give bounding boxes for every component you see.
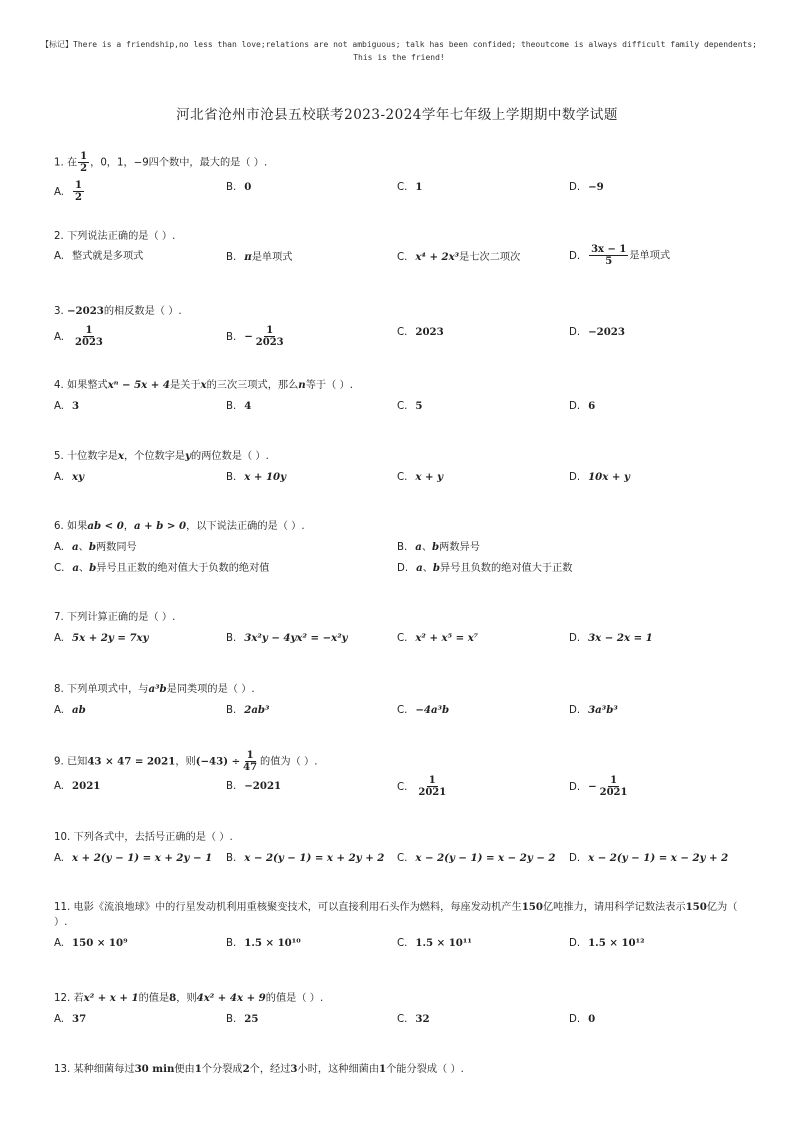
option-d[interactable]: D. 3x − 2x = 1 xyxy=(569,632,653,644)
question-6 xyxy=(54,519,754,579)
question-stem: 6. 如果ab < 0，a + b > 0，以下说法正确的是（ ）. xyxy=(54,520,305,532)
option-a[interactable]: A. 2021 xyxy=(54,780,101,792)
question-4 xyxy=(54,378,754,417)
question-stem: 5. 十位数字是x，个位数字是y的两位数是（ ）. xyxy=(54,450,269,462)
option-c[interactable]: C. 1 xyxy=(397,181,423,193)
options xyxy=(54,561,754,579)
question-stem: 7. 下列计算正确的是（ ）. xyxy=(54,612,176,623)
option-d[interactable]: D. −9 xyxy=(569,181,604,193)
option-a[interactable]: A. xy xyxy=(54,471,85,483)
option-a[interactable]: A. $\frac{1}{2023}$ xyxy=(54,325,103,348)
option-c[interactable]: C. a、b异号且正数的绝对值大于负数的绝对值 xyxy=(54,562,270,574)
question-2 xyxy=(54,230,754,268)
option-a[interactable]: A. a、b两数同号 xyxy=(54,541,137,553)
option-b[interactable]: B. − $\frac{1}{2023}$ xyxy=(226,325,284,348)
option-d[interactable]: D. − $\frac{1}{2021}$ xyxy=(569,775,628,798)
question-stem: 1. 在 $\frac{1}{2}$ ，0，1，−9四个数中，最大的是（ ）. xyxy=(54,151,268,174)
option-c[interactable]: C. 32 xyxy=(397,1013,430,1025)
header-banner: 【标记】There is a friendship,no less than love;relations are not ambiguous; talk has been confided; theoutcome is always difficult family dependents; This is the friend! xyxy=(41,40,757,62)
option-c[interactable]: C. 5 xyxy=(397,400,423,412)
question-13 xyxy=(54,1062,754,1077)
options xyxy=(54,703,754,721)
question-stem: 2. 下列说法正确的是（ ）. xyxy=(54,231,176,242)
question-12 xyxy=(54,991,754,1030)
fraction: $\frac{1}{2}$ xyxy=(80,151,88,174)
option-b[interactable]: B. 0 xyxy=(226,181,252,193)
option-c[interactable]: C. −4a³b xyxy=(397,704,450,716)
question-stem: 8. 下列单项式中，与a³b是同类项的是（ ）. xyxy=(54,683,255,695)
option-b[interactable]: B. x − 2(y − 1) = x + 2y + 2 xyxy=(226,852,385,864)
question-stem: 9. 已知43 × 47 = 2021，则(−43) ÷ $\frac{1}{47}$ 的值为（ ）. xyxy=(54,750,318,773)
option-a[interactable]: A. 3 xyxy=(54,400,80,412)
option-b[interactable]: B. x + 10y xyxy=(226,471,287,483)
question-8 xyxy=(54,682,754,721)
question-10 xyxy=(54,831,754,869)
option-a[interactable]: A. $\frac{1}{2}$ xyxy=(54,180,82,203)
options xyxy=(54,631,754,649)
option-d[interactable]: D. 0 xyxy=(569,1013,596,1025)
question-stem: 3. −2023的相反数是（ ）. xyxy=(54,305,182,317)
question-9 xyxy=(54,750,754,797)
option-d[interactable]: D. 10x + y xyxy=(569,471,630,483)
options xyxy=(54,470,754,488)
question-11 xyxy=(54,900,754,954)
options xyxy=(54,936,754,954)
option-d[interactable]: D. −2023 xyxy=(569,326,625,338)
option-c[interactable]: C. x² + x⁵ = x⁷ xyxy=(397,632,479,644)
option-b[interactable]: B. 1.5 × 10¹⁰ xyxy=(226,937,301,949)
option-d[interactable]: D. 6 xyxy=(569,400,596,412)
option-b[interactable]: B. 3x²y − 4yx² = −x²y xyxy=(226,632,348,644)
option-d[interactable]: D. x − 2(y − 1) = x − 2y + 2 xyxy=(569,852,729,864)
option-d[interactable]: D. 1.5 × 10¹² xyxy=(569,937,645,949)
option-c[interactable]: C. 2023 xyxy=(397,326,444,338)
option-c[interactable]: C. x⁴ + 2x³是七次二项次 xyxy=(397,251,521,263)
options xyxy=(54,180,754,203)
option-a[interactable]: A. 5x + 2y = 7xy xyxy=(54,632,149,644)
option-d[interactable]: D. a、b异号且负数的绝对值大于正数 xyxy=(397,562,573,574)
option-b[interactable]: B. π是单项式 xyxy=(226,251,293,263)
option-b[interactable]: B. a、b两数异号 xyxy=(397,541,480,553)
option-c[interactable]: C. $\frac{1}{2021}$ xyxy=(397,775,447,798)
option-a[interactable]: A. 整式就是多项式 xyxy=(54,251,144,262)
option-d[interactable]: D. 3a³b³ xyxy=(569,704,618,716)
page-title: 河北省沧州市沧县五校联考2023-2024学年七年级上学期期中数学试题 xyxy=(176,107,618,123)
question-5 xyxy=(54,449,754,488)
option-b[interactable]: B. 25 xyxy=(226,1013,259,1025)
question-1 xyxy=(54,151,754,203)
options xyxy=(54,540,754,558)
option-b[interactable]: B. −2021 xyxy=(226,780,282,792)
question-stem: 13. 某种细菌每过30 min便由1个分裂成2个，经过3小时，这种细菌由1个能分裂成（ ）. xyxy=(54,1063,464,1075)
question-stem: 10. 下列各式中，去括号正确的是（ ）. xyxy=(54,832,233,843)
option-c[interactable]: C. x − 2(y − 1) = x − 2y − 2 xyxy=(397,852,556,864)
question-stem: 12. 若x² + x + 1的值是8，则4x² + 4x + 9的值是（ ）. xyxy=(54,992,324,1004)
options xyxy=(54,851,754,869)
option-a[interactable]: A. x + 2(y − 1) = x + 2y − 1 xyxy=(54,852,213,864)
option-b[interactable]: B. 4 xyxy=(226,400,252,412)
options xyxy=(54,399,754,417)
question-3 xyxy=(54,304,754,348)
options xyxy=(54,325,754,348)
options xyxy=(54,775,754,798)
option-d[interactable]: D. $\frac{3x - 1}{5}$ 是单项式 xyxy=(569,244,671,267)
option-b[interactable]: B. 2ab³ xyxy=(226,704,270,716)
options xyxy=(54,244,754,268)
question-stem: 11. 电影《流浪地球》中的行星发动机利用重核聚变技术，可以直接利用石头作为燃料，每座发动机产生150亿吨推力，请用科学记数法表示150亿为（ ）. xyxy=(54,901,738,928)
option-a[interactable]: A. 37 xyxy=(54,1013,87,1025)
option-c[interactable]: C. 1.5 × 10¹¹ xyxy=(397,937,472,949)
option-c[interactable]: C. x + y xyxy=(397,471,443,483)
options xyxy=(54,1012,754,1030)
option-a[interactable]: A. 150 × 10⁹ xyxy=(54,937,128,949)
option-a[interactable]: A. ab xyxy=(54,704,86,716)
question-stem: 4. 如果整式xⁿ − 5x + 4是关于x的三次三项式，那么n等于（ ）. xyxy=(54,379,353,391)
question-7 xyxy=(54,611,754,649)
